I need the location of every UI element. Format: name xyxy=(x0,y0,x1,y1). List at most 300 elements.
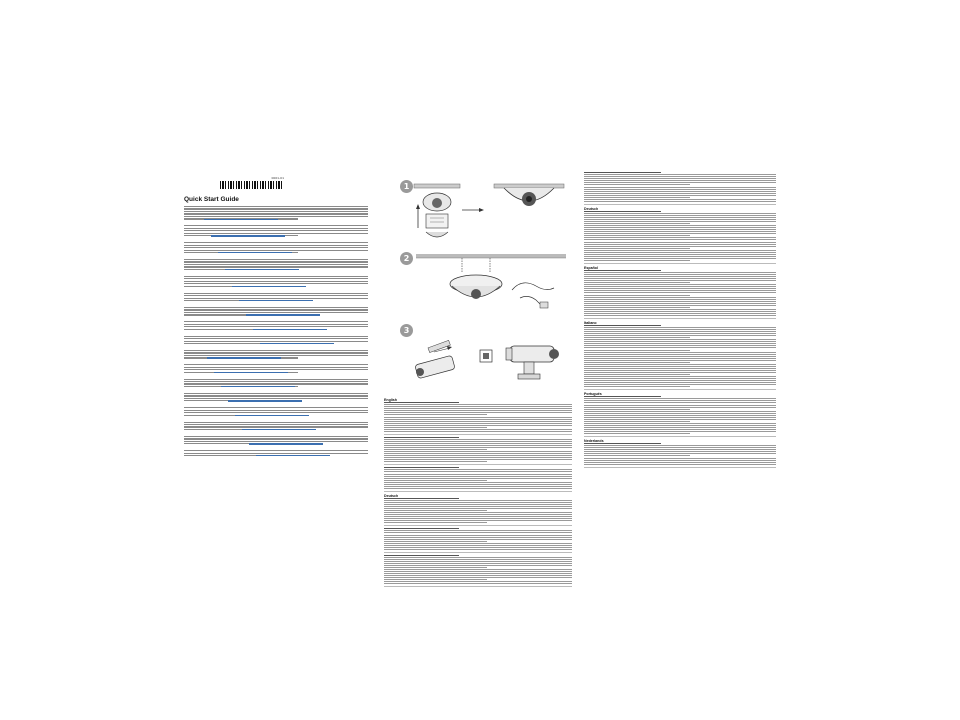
text-line xyxy=(584,282,690,283)
text-line xyxy=(184,259,368,260)
ceiling-mount-illustration xyxy=(400,252,572,318)
text-line xyxy=(584,180,776,181)
text-line xyxy=(184,379,368,380)
text-line xyxy=(584,231,776,232)
url-link[interactable] xyxy=(225,269,299,270)
text-line xyxy=(384,502,572,503)
text-line xyxy=(584,174,776,175)
paragraph xyxy=(184,407,368,416)
text-line xyxy=(384,504,572,505)
text-line xyxy=(584,405,776,406)
text-line xyxy=(584,417,776,418)
text-line xyxy=(184,355,368,356)
right-page xyxy=(580,168,780,560)
url-link[interactable] xyxy=(211,235,285,236)
text-line xyxy=(584,455,690,456)
text-line xyxy=(184,264,368,265)
text-line xyxy=(584,413,776,414)
url-link[interactable] xyxy=(253,329,327,330)
text-line xyxy=(384,541,487,542)
paragraph xyxy=(184,225,368,236)
paragraph xyxy=(184,336,368,345)
text-line xyxy=(584,407,776,408)
url-link[interactable] xyxy=(221,386,295,387)
divider xyxy=(384,525,572,526)
text-line xyxy=(184,245,368,246)
barcode xyxy=(220,176,284,189)
text-line xyxy=(584,423,776,424)
paragraph xyxy=(184,321,368,330)
text-line xyxy=(584,368,776,369)
paragraph xyxy=(184,293,368,302)
compliance-text-blocks xyxy=(384,398,572,589)
language-heading: Deutsch xyxy=(384,493,399,498)
text-line xyxy=(584,362,690,363)
text-line xyxy=(384,579,487,580)
text-line xyxy=(584,272,776,273)
paragraph xyxy=(184,242,368,253)
text-line xyxy=(384,522,487,523)
divider xyxy=(384,552,572,553)
text-line xyxy=(384,484,572,485)
text-line xyxy=(184,312,368,313)
bold-subheading-line xyxy=(384,437,459,438)
url-link[interactable] xyxy=(235,415,309,416)
url-link[interactable] xyxy=(242,429,316,430)
text-line xyxy=(584,382,776,383)
text-line xyxy=(384,412,572,413)
text-line xyxy=(184,426,368,427)
text-line xyxy=(384,510,487,511)
text-line xyxy=(584,333,776,334)
text-line xyxy=(184,336,368,337)
text-line xyxy=(184,213,368,214)
text-line xyxy=(184,293,368,294)
paragraph xyxy=(184,436,368,445)
text-line xyxy=(184,278,368,279)
page-title: Quick Start Guide xyxy=(184,196,239,203)
text-line xyxy=(584,195,776,196)
bold-subheading-line xyxy=(584,172,661,173)
text-line xyxy=(384,581,572,582)
text-line xyxy=(384,535,572,536)
text-line xyxy=(184,369,368,370)
paragraph xyxy=(184,450,368,456)
text-line xyxy=(384,410,572,411)
text-line xyxy=(184,450,368,451)
text-line xyxy=(584,453,776,454)
paragraph xyxy=(184,422,368,431)
bold-subheading-line xyxy=(384,402,459,403)
text-line xyxy=(584,199,776,200)
text-line xyxy=(384,506,572,507)
text-line xyxy=(184,367,368,368)
step-1-illustration xyxy=(400,180,572,246)
text-line xyxy=(184,250,368,251)
text-line xyxy=(184,326,368,327)
text-line xyxy=(584,400,776,401)
text-line xyxy=(584,288,776,289)
text-line xyxy=(584,242,776,243)
text-line xyxy=(184,225,368,226)
paragraph xyxy=(184,379,368,388)
text-line xyxy=(584,431,776,432)
text-line xyxy=(584,258,776,259)
url-link[interactable] xyxy=(228,400,302,401)
text-line xyxy=(584,256,776,257)
text-line xyxy=(584,307,690,308)
text-line xyxy=(584,345,776,346)
left-page xyxy=(180,168,376,560)
text-line xyxy=(384,419,572,420)
text-line xyxy=(384,469,572,470)
text-line xyxy=(584,402,776,403)
bold-subheading-line xyxy=(384,528,459,529)
text-line xyxy=(584,376,776,377)
language-heading: Português xyxy=(584,392,602,397)
text-line xyxy=(584,347,776,348)
text-line xyxy=(184,350,368,351)
text-line xyxy=(384,474,572,475)
text-line xyxy=(384,539,572,540)
text-line xyxy=(584,354,776,355)
text-line xyxy=(584,254,776,255)
text-line xyxy=(384,557,572,558)
text-line xyxy=(184,436,368,437)
text-line xyxy=(584,239,776,240)
text-line xyxy=(584,372,776,373)
text-line xyxy=(584,292,776,293)
text-line xyxy=(184,422,368,423)
text-line xyxy=(584,274,776,275)
step-number-badge: 3 xyxy=(400,324,413,337)
text-line xyxy=(384,549,572,550)
text-line xyxy=(584,370,776,371)
text-line xyxy=(384,425,572,426)
text-line xyxy=(584,409,690,410)
text-line xyxy=(584,182,776,183)
text-line xyxy=(384,520,572,521)
text-line xyxy=(184,438,368,439)
text-line xyxy=(584,411,776,412)
text-line xyxy=(584,193,776,194)
url-link[interactable] xyxy=(260,343,334,344)
text-line xyxy=(384,532,572,533)
paragraph xyxy=(184,350,368,359)
text-line xyxy=(584,286,776,287)
text-line xyxy=(584,248,690,249)
text-line xyxy=(384,583,572,584)
text-line xyxy=(184,412,368,413)
bold-subheading-line xyxy=(584,270,661,271)
step-3-illustration xyxy=(400,324,572,390)
language-heading: Español xyxy=(584,265,598,270)
text-line xyxy=(584,447,776,448)
text-line xyxy=(584,343,776,344)
text-line xyxy=(184,410,368,411)
text-line xyxy=(384,453,572,454)
text-line xyxy=(584,374,690,375)
language-heading: Deutsch xyxy=(584,206,599,211)
text-line xyxy=(184,424,368,425)
text-line xyxy=(584,462,776,463)
url-link[interactable] xyxy=(239,300,313,301)
text-line xyxy=(584,197,690,198)
text-line xyxy=(584,235,690,236)
url-link[interactable] xyxy=(207,357,281,358)
text-line xyxy=(384,518,572,519)
text-line xyxy=(384,404,572,405)
text-line xyxy=(584,384,776,385)
text-line xyxy=(184,341,368,342)
text-line xyxy=(584,339,776,340)
text-line xyxy=(184,276,368,277)
text-line xyxy=(184,383,368,384)
text-line xyxy=(584,356,776,357)
text-line xyxy=(384,414,487,415)
text-line xyxy=(384,451,572,452)
text-line xyxy=(184,206,368,207)
text-line xyxy=(184,364,368,365)
text-line xyxy=(584,311,776,312)
text-line xyxy=(584,252,776,253)
multilingual-paragraphs xyxy=(184,206,368,462)
text-line xyxy=(584,449,776,450)
text-line xyxy=(584,350,690,351)
text-line xyxy=(584,201,776,202)
text-line xyxy=(384,559,572,560)
text-line xyxy=(584,290,776,291)
text-line xyxy=(184,211,368,212)
text-line xyxy=(384,427,487,428)
text-line xyxy=(184,216,368,217)
text-line xyxy=(384,563,572,564)
text-line xyxy=(584,178,776,179)
text-line xyxy=(384,565,572,566)
text-line xyxy=(384,486,572,487)
text-line xyxy=(584,225,776,226)
text-line xyxy=(584,335,776,336)
text-line xyxy=(184,228,368,229)
text-line xyxy=(584,303,776,304)
text-line xyxy=(584,276,776,277)
divider xyxy=(384,491,572,492)
bold-subheading-line xyxy=(584,443,661,444)
text-line xyxy=(584,313,776,314)
text-line xyxy=(584,451,776,452)
text-line xyxy=(584,299,776,300)
text-line xyxy=(584,445,776,446)
text-line xyxy=(384,423,572,424)
text-line xyxy=(584,305,776,306)
text-line xyxy=(384,417,572,418)
text-line xyxy=(584,352,776,353)
text-line xyxy=(184,307,368,308)
text-line xyxy=(184,230,368,231)
divider xyxy=(584,389,776,390)
text-line xyxy=(384,545,572,546)
text-line xyxy=(384,508,572,509)
text-line xyxy=(184,441,368,442)
text-line xyxy=(384,573,572,574)
text-line xyxy=(384,478,572,479)
text-line xyxy=(384,561,572,562)
text-line xyxy=(384,480,487,481)
text-line xyxy=(384,516,572,517)
bold-subheading-line xyxy=(584,325,661,326)
text-line xyxy=(584,433,690,434)
text-line xyxy=(584,189,776,190)
text-line xyxy=(584,386,690,387)
text-line xyxy=(384,577,572,578)
text-line xyxy=(584,464,776,465)
text-line xyxy=(184,321,368,322)
text-line xyxy=(584,425,776,426)
text-line xyxy=(584,223,690,224)
text-line xyxy=(384,488,572,489)
text-line xyxy=(584,327,776,328)
url-link[interactable] xyxy=(214,372,288,373)
text-line xyxy=(584,415,776,416)
language-heading: Italiano xyxy=(584,320,597,325)
text-line xyxy=(384,459,572,460)
text-line xyxy=(184,393,368,394)
text-line xyxy=(384,455,572,456)
text-line xyxy=(584,315,776,316)
divider xyxy=(584,436,776,437)
text-line xyxy=(384,421,572,422)
text-line xyxy=(584,460,776,461)
url-link[interactable] xyxy=(218,252,292,253)
text-line xyxy=(584,295,690,296)
text-line xyxy=(184,324,368,325)
text-line xyxy=(184,453,368,454)
paragraph xyxy=(184,276,368,287)
text-line xyxy=(184,261,368,262)
text-line xyxy=(584,329,776,330)
url-link[interactable] xyxy=(204,219,278,220)
text-line xyxy=(584,458,776,459)
text-line xyxy=(184,233,368,234)
text-line xyxy=(184,352,368,353)
barcode-bars xyxy=(220,181,284,189)
step-number-badge: 1 xyxy=(400,180,413,193)
text-line xyxy=(384,476,572,477)
text-line xyxy=(384,408,572,409)
text-line xyxy=(384,445,572,446)
text-line xyxy=(584,250,776,251)
barcode-number: 0001-01 xyxy=(271,176,284,180)
url-link[interactable] xyxy=(256,455,330,456)
divider xyxy=(584,204,776,205)
text-line xyxy=(584,364,776,365)
text-line xyxy=(584,227,776,228)
bold-subheading-line xyxy=(584,396,661,397)
text-line xyxy=(384,441,572,442)
text-line xyxy=(184,266,368,267)
text-line xyxy=(184,247,368,248)
text-line xyxy=(384,512,572,513)
bold-subheading-line xyxy=(384,498,459,499)
text-line xyxy=(384,449,487,450)
text-line xyxy=(584,221,776,222)
text-line xyxy=(584,429,776,430)
text-line xyxy=(584,184,690,185)
middle-page xyxy=(380,168,576,560)
url-link[interactable] xyxy=(232,286,306,287)
paragraph xyxy=(184,364,368,373)
text-line xyxy=(184,281,368,282)
text-line xyxy=(184,398,368,399)
text-line xyxy=(584,246,776,247)
bold-subheading-line xyxy=(584,211,661,212)
step-number-badge: 2 xyxy=(400,252,413,265)
text-line xyxy=(184,242,368,243)
divider xyxy=(384,434,572,435)
text-line xyxy=(584,331,776,332)
text-line xyxy=(184,298,368,299)
text-line xyxy=(584,421,690,422)
divider xyxy=(384,464,572,465)
text-line xyxy=(384,482,572,483)
text-line xyxy=(584,191,776,192)
text-line xyxy=(384,500,572,501)
text-line xyxy=(384,471,572,472)
url-link[interactable] xyxy=(246,314,320,315)
bullet-camera-mount-illustration xyxy=(400,324,572,390)
bold-subheading-line xyxy=(384,555,459,556)
text-line xyxy=(584,260,690,261)
text-line xyxy=(584,360,776,361)
text-line xyxy=(384,575,572,576)
text-line xyxy=(384,439,572,440)
text-line xyxy=(584,280,776,281)
text-line xyxy=(184,407,368,408)
text-line xyxy=(384,457,572,458)
paragraph xyxy=(184,259,368,270)
text-line xyxy=(584,213,776,214)
text-line xyxy=(584,358,776,359)
url-link[interactable] xyxy=(249,443,323,444)
compliance-text-blocks xyxy=(584,172,776,469)
text-line xyxy=(584,341,776,342)
text-line xyxy=(584,378,776,379)
text-line xyxy=(584,217,776,218)
text-line xyxy=(384,547,572,548)
text-line xyxy=(584,337,690,338)
text-line xyxy=(384,537,572,538)
divider xyxy=(584,467,776,468)
paragraph xyxy=(184,206,368,220)
text-line xyxy=(584,244,776,245)
step-2-illustration xyxy=(400,252,572,318)
text-line xyxy=(584,237,776,238)
text-line xyxy=(384,431,572,432)
text-line xyxy=(384,461,487,462)
divider xyxy=(584,263,776,264)
dome-camera-mount-illustration xyxy=(400,180,572,246)
text-line xyxy=(584,229,776,230)
text-line xyxy=(584,215,776,216)
text-line xyxy=(584,366,776,367)
text-line xyxy=(584,284,776,285)
text-line xyxy=(584,187,776,188)
text-line xyxy=(184,395,368,396)
text-line xyxy=(184,338,368,339)
text-line xyxy=(584,297,776,298)
text-line xyxy=(184,283,368,284)
divider xyxy=(584,318,776,319)
